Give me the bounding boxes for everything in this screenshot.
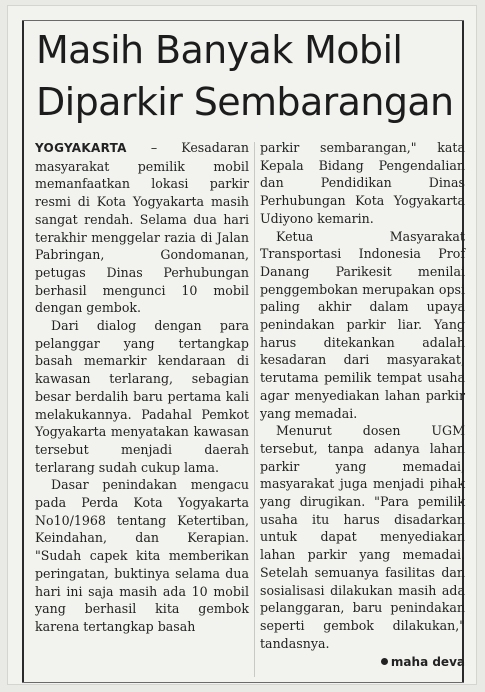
paragraph-3: Dasar penindakan mengacu pada Perda Kota Yogyakarta No10/1968 tentang Ketertiban, Keindahan, dan Kerapian. "Sudah capek kita memberikan peringatan, buktinya selama dua hari ini saja masih ada 10 mobil yang berhasil kita gembok karena tertangkap basah xyxy=(35,477,249,634)
paragraph-2: Dari dialog dengan para pelanggar yang tertangkap basah memarkir kendaraan di kawasan terlarang, sebagian besar berdalih baru pertama kali melakukannya. Padahal Pemkot Yogyakarta menyatakan kawasan tersebut menjadi daerah terlarang sudah cukup lama. xyxy=(35,318,249,475)
paragraph-4: Ketua Masyarakat Transportasi Indonesia Prof Danang Parikesit menilai penggembokan merupakan opsi paling akhir dalam upaya penindakan parkir liar. Yang harus ditekankan adalah kesadaran dari masyarakat, terutama pemilik tempat usaha agar menyediakan lahan parkir yang memadai. xyxy=(260,228,465,421)
article-column-right xyxy=(260,139,465,672)
byline-author: maha deva xyxy=(390,655,465,670)
column-divider xyxy=(254,142,255,677)
article-column-left xyxy=(35,139,249,636)
bullet-icon xyxy=(381,658,388,665)
byline xyxy=(260,654,465,672)
paragraph-5: Menurut dosen UGM tersebut, tanpa adanya lahan parkir yang memadai, masyarakat juga menjadi pihak yang dirugikan. "Para pemilik usaha itu harus disadarkan untuk dapat menyediakan lahan parkir yang memadai. Setelah semuanya fasilitas dan sosialisasi dilakukan masih ada pelanggaran, baru penindakan seperti gembok dilakukan," tandasnya. xyxy=(260,423,465,651)
paragraph-1-text: – Kesadaran masyarakat pemilik mobil memanfaatkan lokasi parkir resmi di Kota Yogyakarta masih sangat rendah. Selama dua hari terakhir menggelar razia di Jalan Pabringan, Gondomanan, petugas Dinas Perhubungan berhasil mengunci 10 mobil dengan gembok. xyxy=(35,140,249,316)
paragraph-1 xyxy=(35,139,249,317)
frame-rule-bottom xyxy=(22,682,464,683)
headline-line-2: Diparkir Sembarangan xyxy=(36,80,454,124)
headline-line-1: Masih Banyak Mobil xyxy=(36,28,403,72)
dateline: YOGYAKARTA xyxy=(35,141,127,155)
frame-rule-top xyxy=(22,20,464,21)
paragraph-3-continued: parkir sembarangan," kata Kepala Bidang Pengendalian dan Pendidikan Dinas Perhubungan Kota Yogyakarta Udiyono kemarin. xyxy=(260,140,465,226)
article-headline xyxy=(36,24,456,128)
frame-rule-left xyxy=(22,20,24,683)
newspaper-clipping xyxy=(8,6,476,684)
